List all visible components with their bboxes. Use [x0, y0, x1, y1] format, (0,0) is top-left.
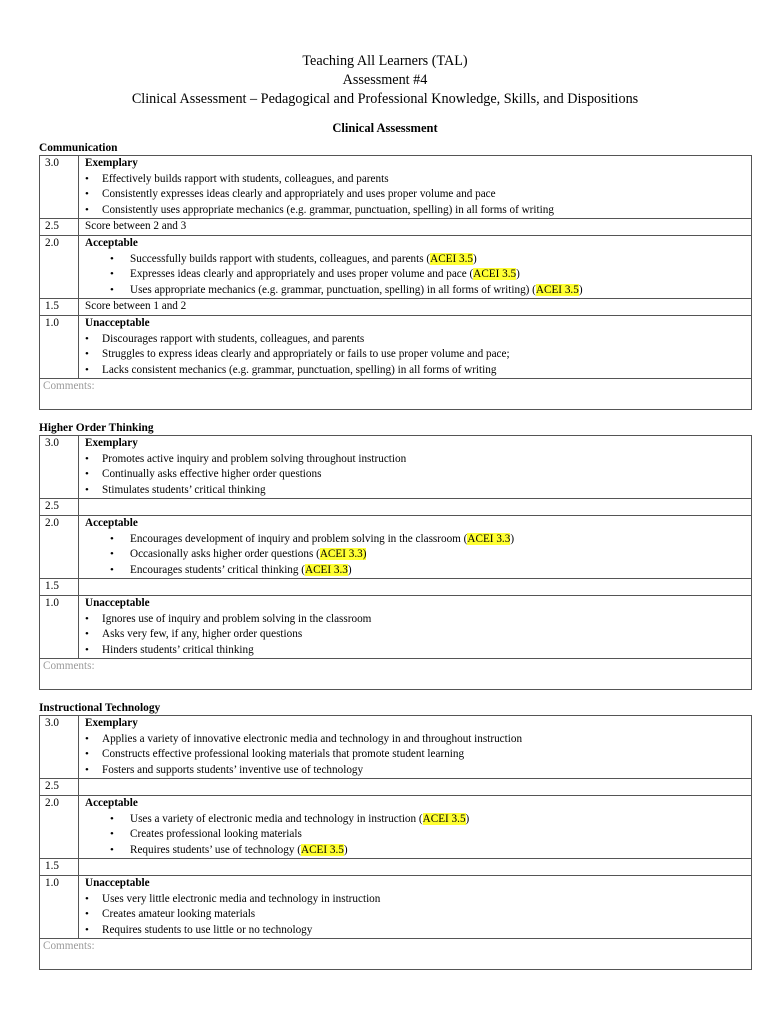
row-unacceptable — [40, 595, 752, 658]
descriptor-cell — [79, 795, 752, 858]
header-line-2: Assessment #4 — [342, 72, 428, 88]
row-score-2-5 — [40, 219, 752, 236]
descriptor-cell — [79, 235, 752, 298]
score-cell: 1.5 — [40, 859, 79, 876]
row-unacceptable — [40, 875, 752, 938]
rubric-table — [39, 155, 752, 410]
criteria-text: Creates professional looking materials — [130, 828, 302, 841]
level-label: Acceptable — [85, 236, 138, 249]
criteria-list — [85, 732, 751, 779]
criteria-list — [85, 532, 751, 579]
row-exemplary — [40, 436, 752, 499]
row-acceptable — [40, 515, 752, 578]
descriptor-cell — [79, 299, 752, 316]
criteria-close: ) — [516, 268, 520, 281]
criteria-item: • Consistently expresses ideas clearly and appropriately and uses proper volume and pace — [85, 187, 751, 203]
between-text — [85, 779, 751, 794]
criteria-list — [85, 892, 751, 939]
score-cell: 2.5 — [40, 779, 79, 796]
score-cell: 1.5 — [40, 299, 79, 316]
criteria-list — [85, 332, 751, 379]
criteria-item — [85, 812, 751, 828]
score-cell: 2.0 — [40, 515, 79, 578]
descriptor-cell — [79, 515, 752, 578]
descriptor-cell — [79, 595, 752, 658]
score-cell: 2.5 — [40, 219, 79, 236]
between-text: Score between 1 and 2 — [85, 300, 187, 313]
section-title: Instructional Technology — [39, 702, 161, 714]
row-score-1-5 — [40, 579, 752, 596]
row-unacceptable — [40, 315, 752, 378]
descriptor-cell — [79, 859, 752, 876]
level-label: Exemplary — [85, 717, 138, 729]
row-comments[interactable] — [40, 659, 752, 690]
acei-standard-tag: ACEI 3.5 — [430, 252, 474, 265]
criteria-close: ) — [510, 532, 515, 545]
acei-standard-tag: ACEI 3.5 — [473, 268, 517, 281]
criteria-item — [85, 563, 751, 579]
criteria-item: • Uses very little electronic media and technology in instruction — [85, 892, 751, 908]
criteria-item: • Ignores use of inquiry and problem solving in the classroom — [85, 612, 751, 628]
criteria-item: • Discourages rapport with students, colleagues, and parents — [85, 332, 751, 348]
criteria-item: • Requires students to use little or no technology — [85, 923, 751, 939]
criteria-item: • Continually asks effective higher order questions — [85, 467, 751, 483]
descriptor-cell — [79, 315, 752, 378]
criteria-item: • Fosters and supports students’ inventive use of technology — [85, 763, 751, 779]
criteria-close: ) — [473, 252, 477, 265]
criteria-list — [85, 172, 751, 219]
section-higher-order-thinking — [39, 422, 752, 690]
descriptor-cell — [79, 579, 752, 596]
level-label: Exemplary — [85, 437, 138, 449]
row-score-2-5 — [40, 779, 752, 796]
criteria-close: ) — [347, 563, 352, 576]
criteria-item — [85, 532, 751, 548]
acei-standard-tag: ACEI 3.5 — [422, 812, 466, 825]
comments-field[interactable]: Comments: — [40, 939, 752, 970]
row-exemplary — [40, 156, 752, 219]
rubric-table — [39, 435, 752, 690]
between-text — [85, 579, 751, 594]
acei-standard-tag: ACEI 3.3) — [319, 548, 367, 561]
acei-standard-tag: ACEI 3.5 — [301, 843, 344, 856]
descriptor-cell — [79, 156, 752, 219]
score-cell: 3.0 — [40, 156, 79, 219]
acei-standard-tag: ACEI 3.5 — [535, 283, 579, 296]
between-text — [85, 859, 751, 874]
section-communication — [39, 142, 752, 410]
criteria-item — [85, 827, 751, 843]
criteria-text: Encourages development of inquiry and problem solving in the classroom ( — [130, 532, 468, 545]
criteria-item — [85, 252, 751, 268]
criteria-item: • Stimulates students’ critical thinking — [85, 483, 751, 499]
row-comments[interactable] — [40, 939, 752, 970]
criteria-list — [85, 452, 751, 499]
document-header — [0, 52, 770, 109]
criteria-item: • Asks very few, if any, higher order questions — [85, 627, 751, 643]
between-text: Score between 2 and 3 — [85, 220, 187, 233]
level-label: Unacceptable — [85, 596, 150, 609]
level-label: Acceptable — [85, 796, 138, 809]
criteria-text: Encourages students’ critical thinking ( — [130, 563, 306, 576]
criteria-item: • Creates amateur looking materials — [85, 907, 751, 923]
row-exemplary — [40, 716, 752, 779]
score-cell: 2.0 — [40, 235, 79, 298]
criteria-text: Expresses ideas clearly and appropriately and uses proper volume and pace ( — [130, 268, 474, 281]
criteria-item: • Effectively builds rapport with students, colleagues, and parents — [85, 172, 751, 188]
row-comments[interactable] — [40, 379, 752, 410]
criteria-text: Occasionally asks higher order questions ( — [130, 548, 320, 561]
criteria-item — [85, 547, 751, 563]
comments-field[interactable]: Comments: — [40, 379, 752, 410]
criteria-item: • Consistently uses appropriate mechanics (e.g. grammar, punctuation, spelling) in all forms of writing — [85, 203, 751, 219]
criteria-item: • Lacks consistent mechanics (e.g. grammar, punctuation, spelling) in all forms of writing — [85, 363, 751, 379]
criteria-item: • Constructs effective professional looking materials that promote student learning — [85, 747, 751, 763]
score-cell: 2.0 — [40, 795, 79, 858]
row-acceptable — [40, 235, 752, 298]
section-instructional-technology — [39, 702, 752, 970]
section-title: Higher Order Thinking — [39, 422, 154, 434]
descriptor-cell — [79, 716, 752, 779]
descriptor-cell — [79, 219, 752, 236]
rubric-table — [39, 715, 752, 970]
criteria-list — [85, 812, 751, 859]
comments-field[interactable]: Comments: — [40, 659, 752, 690]
header-line-1: Teaching All Learners (TAL) — [302, 53, 468, 69]
descriptor-cell — [79, 875, 752, 938]
row-score-1-5 — [40, 859, 752, 876]
score-cell: 3.0 — [40, 716, 79, 779]
criteria-text: Successfully builds rapport with students, colleagues, and parents ( — [130, 252, 431, 265]
score-cell: 1.0 — [40, 315, 79, 378]
score-cell: 1.0 — [40, 875, 79, 938]
criteria-list — [85, 252, 751, 299]
criteria-item: • Hinders students’ critical thinking — [85, 643, 751, 659]
criteria-item: • Promotes active inquiry and problem solving throughout instruction — [85, 452, 751, 468]
score-cell: 2.5 — [40, 499, 79, 516]
descriptor-cell — [79, 499, 752, 516]
level-label: Exemplary — [85, 157, 138, 169]
subtitle: Clinical Assessment — [332, 121, 438, 135]
criteria-item — [85, 267, 751, 283]
criteria-close: ) — [465, 812, 470, 825]
criteria-close: ) — [343, 843, 348, 856]
criteria-item — [85, 283, 751, 299]
criteria-list — [85, 612, 751, 659]
between-text — [85, 499, 751, 514]
section-title: Communication — [39, 142, 118, 154]
row-score-2-5 — [40, 499, 752, 516]
criteria-item — [85, 843, 751, 859]
criteria-text: Uses appropriate mechanics (e.g. grammar, punctuation, spelling) in all forms of writing) ( — [130, 283, 536, 296]
level-label: Unacceptable — [85, 316, 150, 329]
descriptor-cell — [79, 436, 752, 499]
acei-standard-tag: ACEI 3.3 — [467, 532, 511, 545]
criteria-text: Requires students’ use of technology ( — [130, 843, 301, 856]
score-cell: 3.0 — [40, 436, 79, 499]
score-cell: 1.0 — [40, 595, 79, 658]
criteria-item: • Applies a variety of innovative electronic media and technology in and throughout instruction — [85, 732, 751, 748]
level-label: Unacceptable — [85, 876, 150, 889]
row-acceptable — [40, 795, 752, 858]
descriptor-cell — [79, 779, 752, 796]
header-line-3: Clinical Assessment – Pedagogical and Professional Knowledge, Skills, and Dispositions — [131, 91, 639, 107]
row-score-1-5 — [40, 299, 752, 316]
level-label: Acceptable — [85, 516, 138, 529]
criteria-item: • Struggles to express ideas clearly and appropriately or fails to use proper volume and pace; — [85, 347, 751, 363]
criteria-text: Uses a variety of electronic media and technology in instruction ( — [130, 812, 423, 825]
acei-standard-tag: ACEI 3.3 — [305, 563, 348, 576]
criteria-close: ) — [578, 283, 583, 296]
score-cell: 1.5 — [40, 579, 79, 596]
